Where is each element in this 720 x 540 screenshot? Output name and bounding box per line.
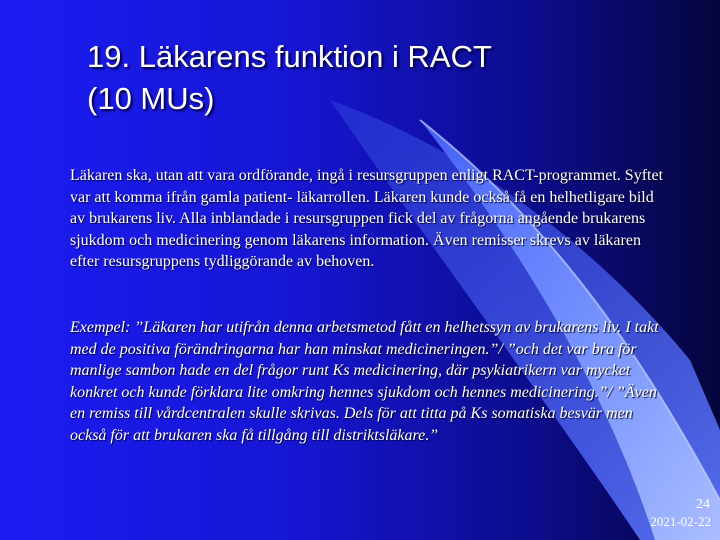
slide-number: 24 bbox=[696, 497, 710, 512]
slide-date: 2021-02-22 bbox=[650, 514, 711, 529]
example-quote: Exempel: ”Läkaren har utifrån denna arbetsmetod fått en helhetssyn av brukarens liv. I takt med de positiva förändringarna har han minskat medicineringen.”/ ”och det var bra för manlige sambon hade en del frågor runt Ks medicinering, där psykiatrikern var mycket konkret och kunde förklara lite omkring hennes sjukdom och hennes medicinering.”/ ”Även en remiss till vårdcentralen skulle skrivas. Dels för att titta på Ks somatiska besvär men också för att brukaren ska få tillgång till distriktsläkare.” bbox=[70, 319, 659, 444]
title-line-2: (10 MUs) bbox=[87, 81, 215, 116]
slide-title bbox=[87, 36, 687, 120]
title-line-1: 19. Läkarens funktion i RACT bbox=[87, 39, 492, 74]
body-paragraph: Läkaren ska, utan att vara ordförande, ingå i resursgruppen enligt RACT-programmet. Syftet var att komma ifrån gamla patient- läkarrollen. Läkaren kunde också få en helhetligare bild av brukarens liv. Alla inblandade i resursgruppen fick del av frågorna angående brukarens sjukdom och medicinering genom läkarens information. Även remisser skrevs av läkaren efter resursgruppens tydliggörande av behoven. bbox=[70, 167, 664, 271]
